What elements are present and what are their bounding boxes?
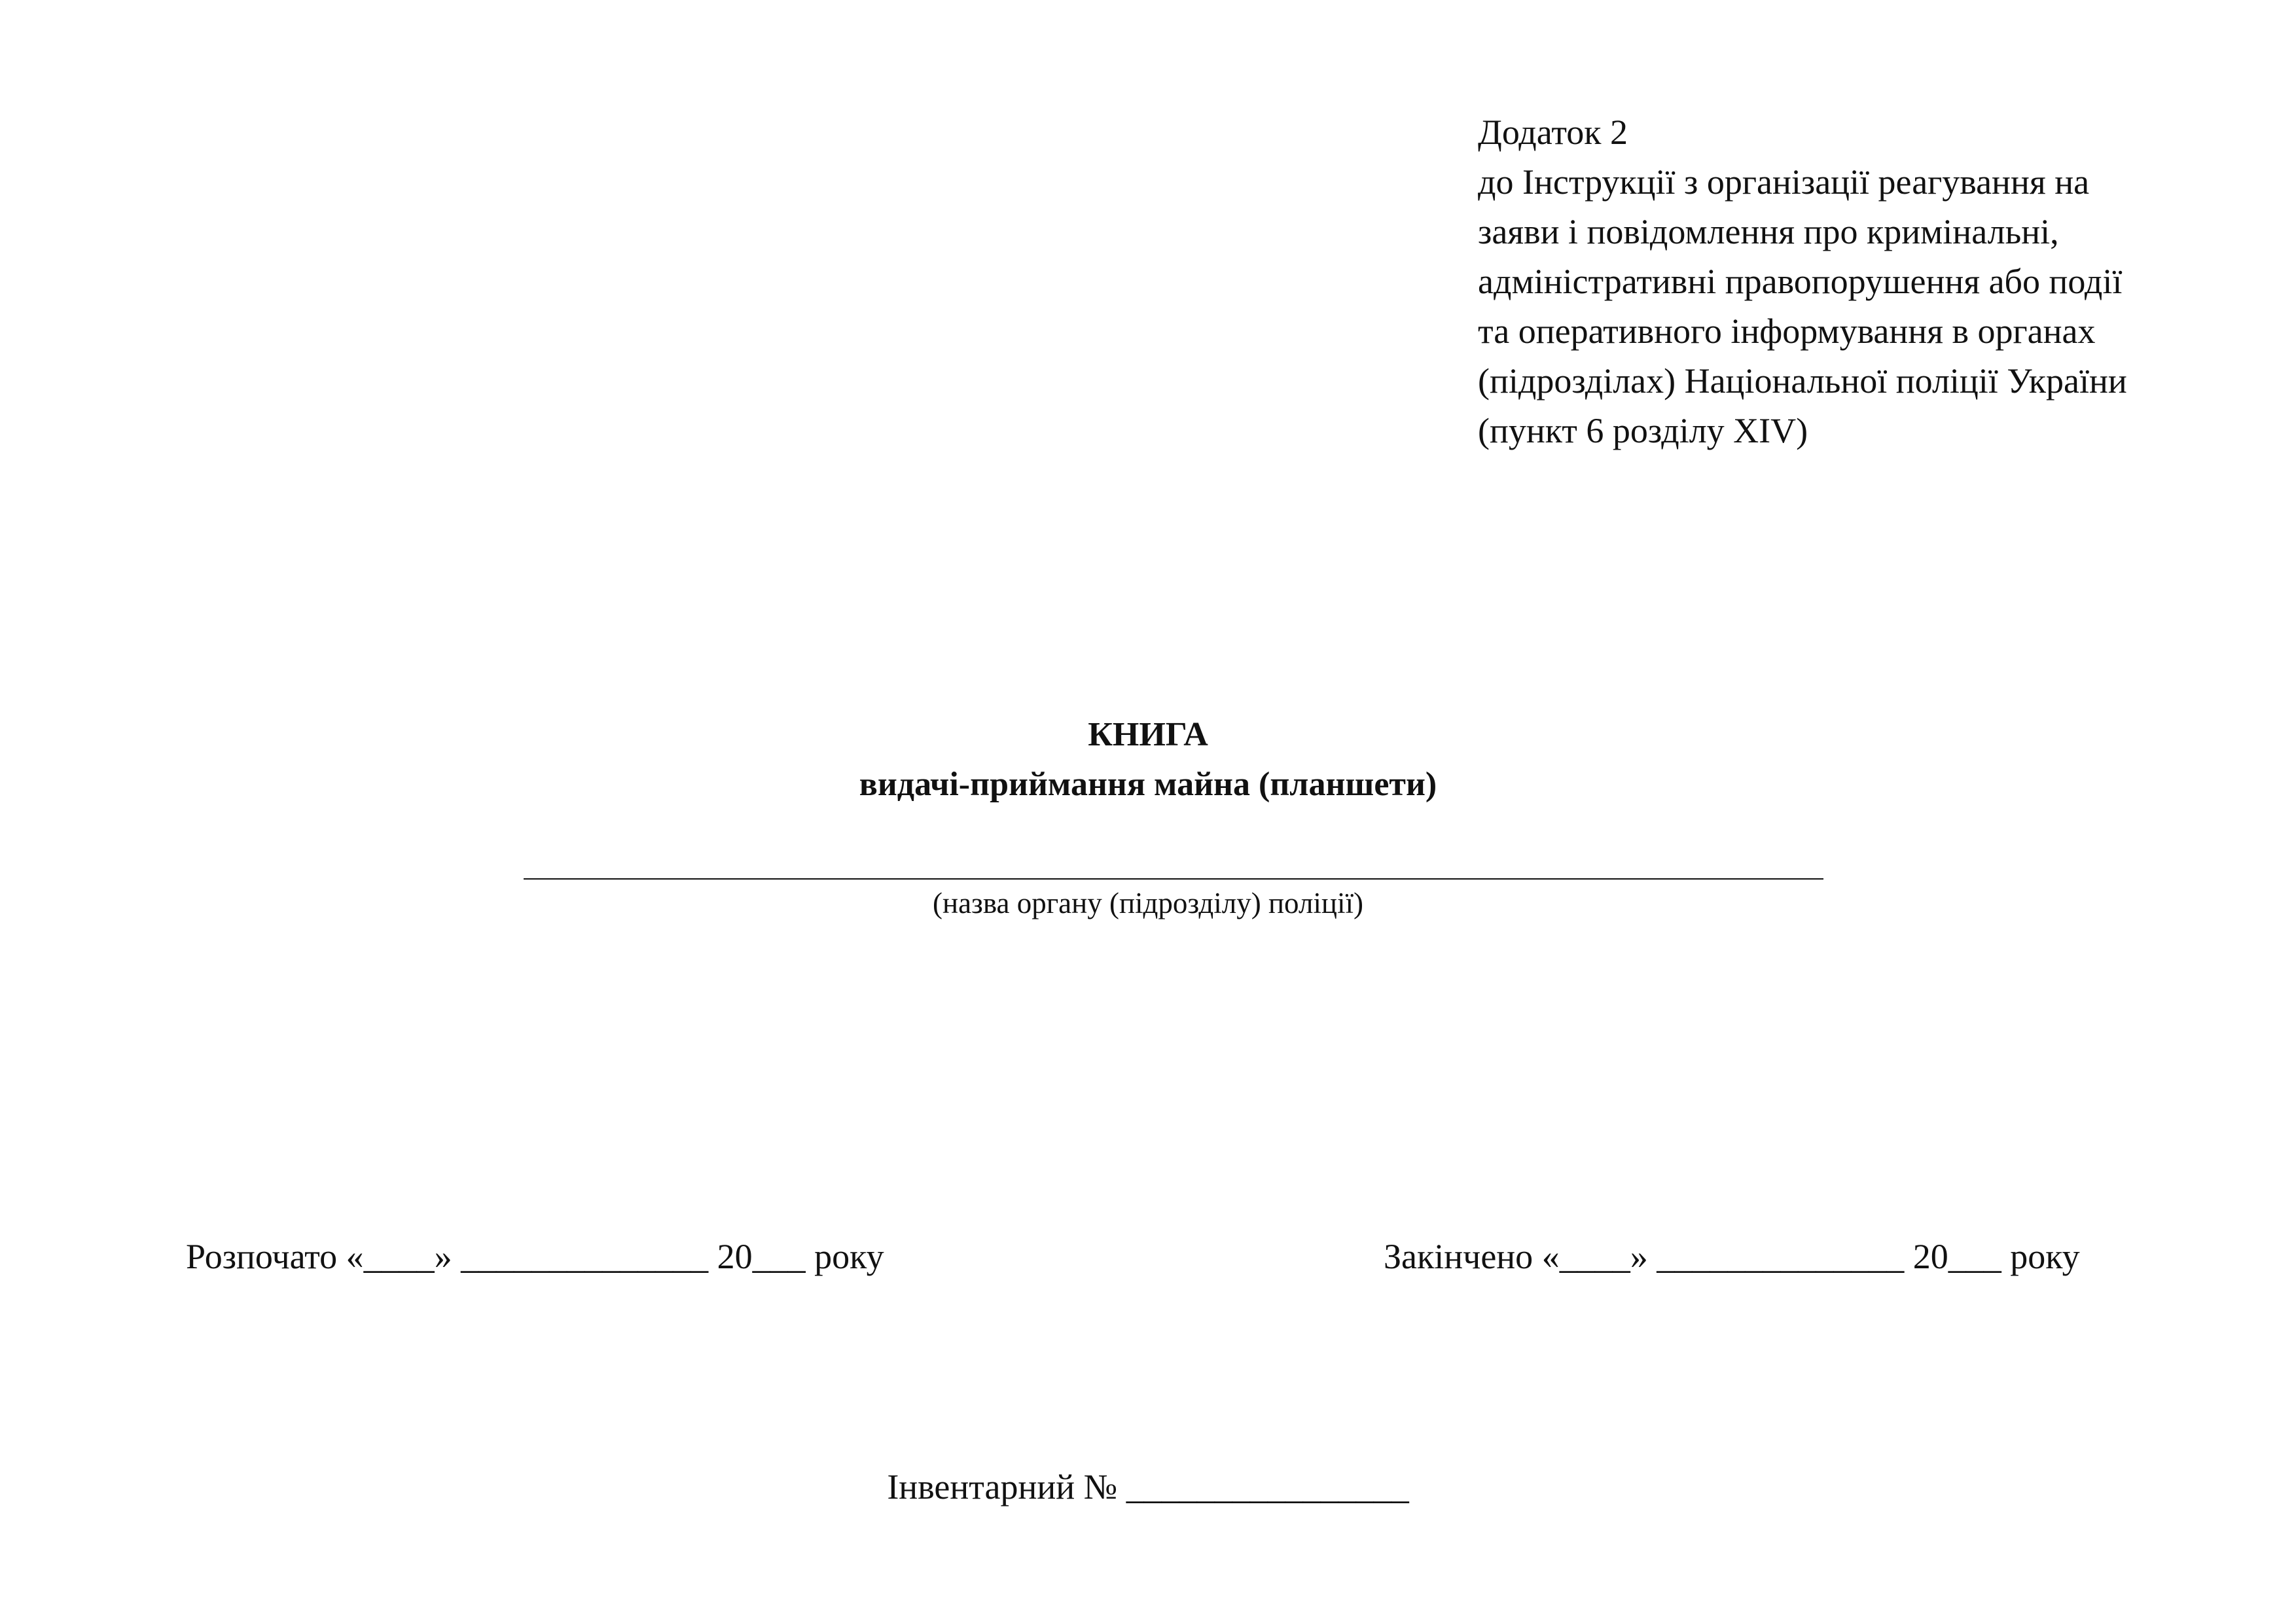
appendix-line: (підрозділах) Національної поліції України (1478, 361, 2127, 401)
started-year-suffix: року (814, 1237, 884, 1276)
document-title: КНИГА (1088, 716, 1208, 753)
appendix-line: (пункт 6 розділу XIV) (1478, 411, 1808, 450)
inventory-number-row (0, 1461, 2296, 1513)
inventory-number-blank[interactable]: ________________ (1126, 1467, 1409, 1507)
started-year-blank[interactable]: 20___ (717, 1237, 806, 1276)
finished-date-row (1384, 1230, 2080, 1283)
document-title-block (0, 710, 2296, 810)
finished-year-blank[interactable]: 20___ (1912, 1237, 2001, 1276)
document-subtitle: видачі-приймання майна (планшети) (859, 766, 1437, 803)
started-date-row (186, 1230, 884, 1283)
appendix-line: та оперативного інформування в органах (1478, 312, 2096, 351)
finished-day-blank[interactable]: «____» (1541, 1237, 1648, 1276)
finished-year-suffix: року (2010, 1237, 2080, 1276)
started-month-blank[interactable]: ______________ (461, 1237, 709, 1276)
appendix-line: адміністративні правопорушення або події (1478, 262, 2123, 301)
finished-label: Закінчено (1384, 1237, 1534, 1276)
appendix-line: заяви і повідомлення про кримінальні, (1478, 212, 2059, 251)
started-day-blank[interactable]: «____» (346, 1237, 452, 1276)
finished-month-blank[interactable]: ______________ (1657, 1237, 1905, 1276)
appendix-line: Додаток 2 (1478, 113, 1628, 152)
started-label: Розпочато (186, 1237, 338, 1276)
appendix-block (1478, 107, 2263, 455)
appendix-line: до Інструкції з організації реагування на (1478, 162, 2090, 202)
org-name-fill-line[interactable] (524, 878, 1823, 880)
inventory-label: Інвентарний № (887, 1467, 1118, 1507)
org-name-caption: (назва органу (підрозділу) поліції) (933, 887, 1363, 919)
